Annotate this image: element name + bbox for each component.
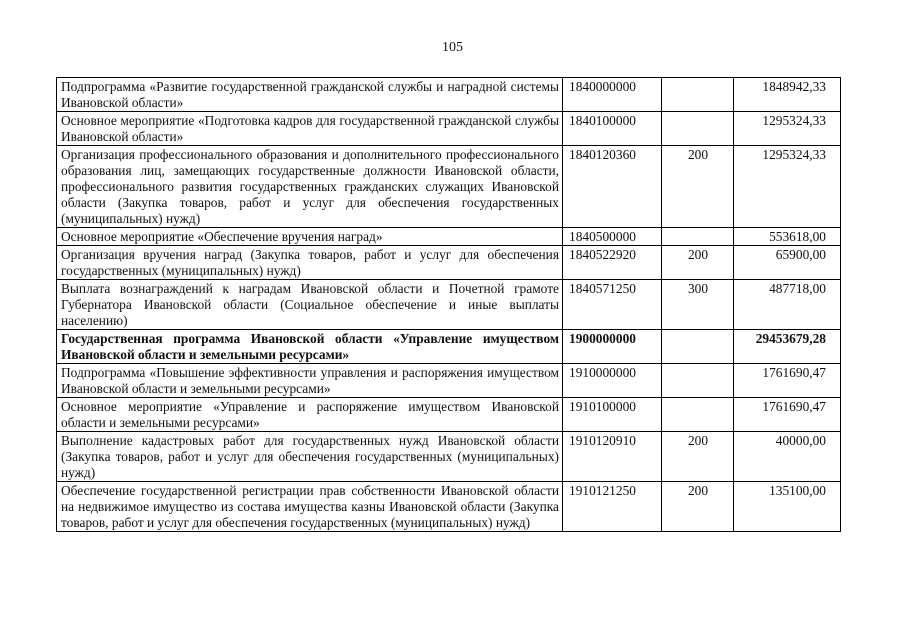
table-row [57, 398, 841, 432]
row-description: Обеспечение государственной регистрации прав собственности Ивановской области на недвижимое имущество из состава имущества казны Ивановской области (Закупка товаров, работ и услуг для обеспечения государственных (муниципальных) нужд) [57, 482, 563, 532]
row-program-code: 1910121250 [563, 482, 662, 532]
row-amount: 1295324,33 [734, 112, 841, 146]
table-row [57, 112, 841, 146]
row-amount: 487718,00 [734, 280, 841, 330]
table-row [57, 146, 841, 228]
row-expense-type: 300 [662, 280, 734, 330]
table-row [57, 482, 841, 532]
row-program-code: 1840000000 [563, 78, 662, 112]
table-row [57, 78, 841, 112]
budget-table-body [57, 78, 841, 532]
row-description: Основное мероприятие «Управление и распоряжение имуществом Ивановской области и земельными ресурсами» [57, 398, 563, 432]
row-amount: 40000,00 [734, 432, 841, 482]
row-expense-type: 200 [662, 246, 734, 280]
row-expense-type: 200 [662, 146, 734, 228]
row-program-code: 1840500000 [563, 228, 662, 246]
row-amount: 1761690,47 [734, 398, 841, 432]
table-row [57, 228, 841, 246]
row-expense-type [662, 364, 734, 398]
row-expense-type: 200 [662, 482, 734, 532]
row-amount: 65900,00 [734, 246, 841, 280]
row-description: Организация профессионального образования и дополнительного профессионального образования лиц, замещающих государственные должности Ивановской области, профессионального развития государственных гражданских служащих Ивановской области (Закупка товаров, работ и услуг для обеспечения государственных (муниципальных) нужд) [57, 146, 563, 228]
row-program-code: 1840120360 [563, 146, 662, 228]
row-description: Подпрограмма «Повышение эффективности управления и распоряжения имуществом Ивановской области и земельными ресурсами» [57, 364, 563, 398]
row-description: Подпрограмма «Развитие государственной гражданской службы и наградной системы Ивановской области» [57, 78, 563, 112]
row-program-code: 1900000000 [563, 330, 662, 364]
table-row [57, 246, 841, 280]
row-expense-type [662, 112, 734, 146]
row-program-code: 1910000000 [563, 364, 662, 398]
row-expense-type [662, 330, 734, 364]
row-description: Выплата вознаграждений к наградам Ивановской области и Почетной грамоте Губернатора Ивановской области (Социальное обеспечение и иные выплаты населению) [57, 280, 563, 330]
budget-table [56, 77, 841, 532]
table-row [57, 330, 841, 364]
page-number: 105 [442, 40, 463, 55]
row-description: Основное мероприятие «Обеспечение вручения наград» [57, 228, 563, 246]
row-amount: 1761690,47 [734, 364, 841, 398]
row-description: Основное мероприятие «Подготовка кадров для государственной гражданской службы Ивановской области» [57, 112, 563, 146]
row-program-code: 1910100000 [563, 398, 662, 432]
row-expense-type: 200 [662, 432, 734, 482]
row-program-code: 1840571250 [563, 280, 662, 330]
row-amount: 1848942,33 [734, 78, 841, 112]
row-amount: 1295324,33 [734, 146, 841, 228]
row-description: Выполнение кадастровых работ для государственных нужд Ивановской области (Закупка товаров, работ и услуг для обеспечения государственных (муниципальных) нужд) [57, 432, 563, 482]
row-description: Государственная программа Ивановской области «Управление имуществом Ивановской области и земельными ресурсами» [57, 330, 563, 364]
row-expense-type [662, 398, 734, 432]
row-program-code: 1840522920 [563, 246, 662, 280]
row-program-code: 1910120910 [563, 432, 662, 482]
table-row [57, 364, 841, 398]
row-description: Организация вручения наград (Закупка товаров, работ и услуг для обеспечения государственных (муниципальных) нужд) [57, 246, 563, 280]
row-amount: 553618,00 [734, 228, 841, 246]
row-expense-type [662, 78, 734, 112]
row-program-code: 1840100000 [563, 112, 662, 146]
row-amount: 29453679,28 [734, 330, 841, 364]
row-expense-type [662, 228, 734, 246]
row-amount: 135100,00 [734, 482, 841, 532]
table-row [57, 432, 841, 482]
table-row [57, 280, 841, 330]
